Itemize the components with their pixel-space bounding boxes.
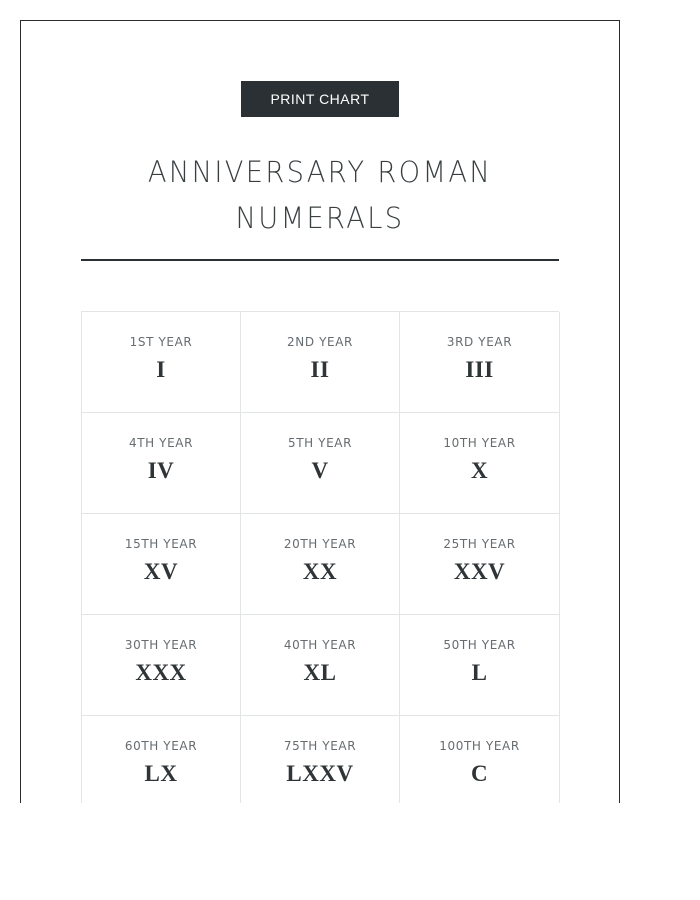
grid-cell-100th-year — [400, 716, 560, 803]
year-label: 3RD YEAR — [446, 335, 513, 349]
year-label: 15TH YEAR — [124, 537, 198, 551]
year-label: 4TH YEAR — [128, 436, 194, 450]
grid-cell-15th-year — [82, 514, 241, 615]
roman-numeral: XX — [302, 559, 338, 584]
roman-numeral: X — [470, 458, 489, 483]
grid-cell-30th-year — [82, 615, 241, 716]
roman-numeral: II — [310, 357, 330, 382]
roman-numeral: XL — [303, 660, 337, 685]
roman-numeral: C — [470, 761, 489, 786]
grid-cell-75th-year — [241, 716, 400, 803]
print-chart-button[interactable]: PRINT CHART — [241, 81, 399, 117]
roman-numeral-grid — [81, 311, 559, 803]
grid-cell-1st-year — [82, 312, 241, 413]
year-label: 20TH YEAR — [283, 537, 357, 551]
year-label: 60TH YEAR — [124, 739, 198, 753]
grid-cell-2nd-year — [241, 312, 400, 413]
year-label: 75TH YEAR — [283, 739, 357, 753]
year-label: 1ST YEAR — [129, 335, 193, 349]
roman-numeral: XXV — [453, 559, 506, 584]
grid-cell-5th-year — [241, 413, 400, 514]
year-label: 40TH YEAR — [283, 638, 357, 652]
grid-cell-3rd-year — [400, 312, 560, 413]
roman-numeral: I — [156, 357, 166, 382]
grid-cell-4th-year — [82, 413, 241, 514]
year-label: 30TH YEAR — [124, 638, 198, 652]
grid-cell-25th-year — [400, 514, 560, 615]
roman-numeral: LX — [144, 761, 178, 786]
year-label: 50TH YEAR — [443, 638, 516, 652]
roman-numeral: XXX — [135, 660, 187, 685]
title-divider — [81, 259, 559, 261]
roman-numeral: LXXV — [286, 761, 354, 786]
grid-cell-50th-year — [400, 615, 560, 716]
page-title: ANNIVERSARY ROMAN NUMERALS — [147, 155, 493, 235]
page-frame — [20, 20, 620, 803]
roman-numeral: L — [471, 660, 488, 685]
year-label: 100TH YEAR — [439, 739, 520, 753]
year-label: 25TH YEAR — [443, 537, 516, 551]
grid-cell-40th-year — [241, 615, 400, 716]
roman-numeral: III — [465, 357, 494, 382]
roman-numeral: IV — [147, 458, 175, 483]
year-label: 10TH YEAR — [443, 436, 516, 450]
roman-numeral: V — [311, 458, 329, 483]
year-label: 2ND YEAR — [287, 335, 353, 349]
year-label: 5TH YEAR — [287, 436, 353, 450]
grid-cell-20th-year — [241, 514, 400, 615]
grid-cell-60th-year — [82, 716, 241, 803]
grid-cell-10th-year — [400, 413, 560, 514]
roman-numeral: XV — [143, 559, 179, 584]
